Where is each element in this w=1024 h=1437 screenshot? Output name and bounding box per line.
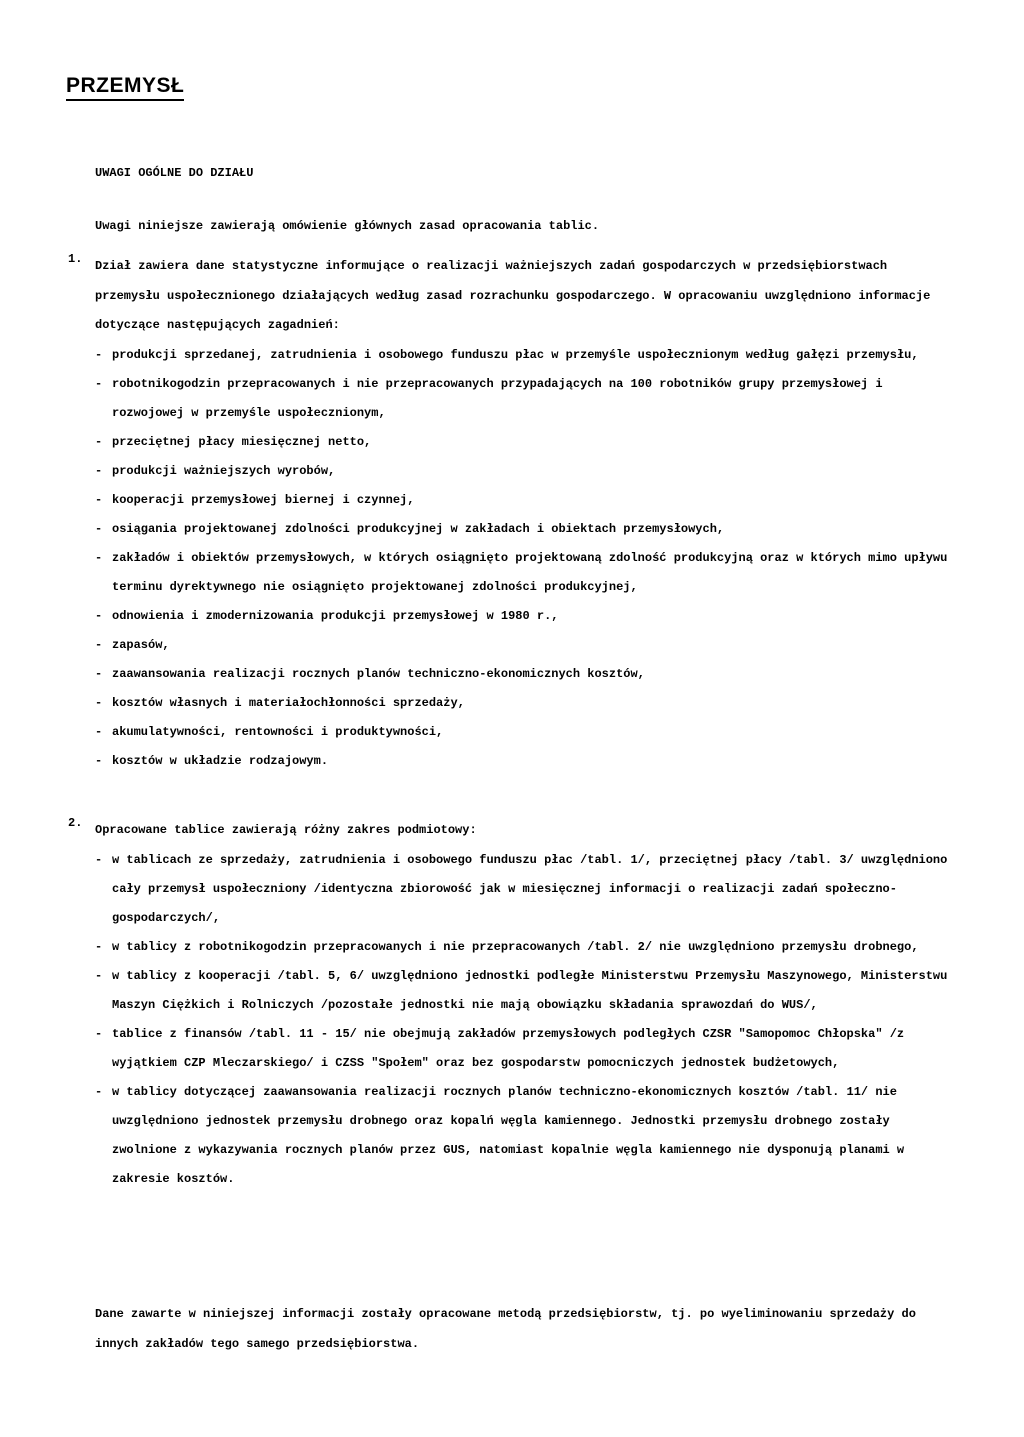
closing-paragraph: Dane zawarte w niniejszej informacji zostały opracowane metodą przedsiębiorstw, tj. po wyeliminowaniu sprzedaży do innych zakładów tego samego przedsiębiorstwa. (95, 1307, 916, 1351)
list-item: - produkcji ważniejszych wyrobów, (95, 457, 958, 486)
point-2-number: 2. (68, 816, 83, 830)
list-item: - kosztów własnych i materiałochłonności sprzedaży, (95, 689, 958, 718)
intro-paragraph: Uwagi niniejsze zawierają omówienie głównych zasad opracowania tablic. (95, 219, 600, 233)
chapter-title: PRZEMYSŁ (66, 74, 184, 101)
point-1-number: 1. (68, 252, 83, 266)
list-item: - odnowienia i zmodernizowania produkcji przemysłowej w 1980 r., (95, 602, 958, 631)
list-item: - kosztów w układzie rodzajowym. (95, 747, 958, 776)
point-2 (68, 816, 958, 1194)
list-item: - w tablicy dotyczącej zaawansowania realizacji rocznych planów techniczno-ekonomicznych kosztów /tabl. 11/ nie uwzględniono jednostek przemysłu drobnego oraz kopalń węgla kamiennego. Jednostki przemysłu drobnego zostały zwolnione z wykazywania rocznych planów przez GUS, natomiast kopalnie węgla kamiennego nie dysponują planami w zakresie kosztów. (95, 1078, 958, 1194)
list-item: - tablice z finansów /tabl. 11 - 15/ nie obejmują zakładów przemysłowych podległych CZSR "Samopomoc Chłopska" /z wyjątkiem CZP Mleczarskiego/ i CZSS "Społem" oraz bez gospodarstw pomocniczych jednostek budżetowych, (95, 1020, 958, 1078)
list-item: - zapasów, (95, 631, 958, 660)
list-item: - w tablicach ze sprzedaży, zatrudnienia i osobowego funduszu płac /tabl. 1/, przeciętnej płacy /tabl. 3/ uwzględniono cały przemysł uspołeczniony /identyczna zbiorowość jak w miesięcznej informacji o realizacji zadań społeczno-gospodarczych/, (95, 846, 958, 933)
list-item: - produkcji sprzedanej, zatrudnienia i osobowego funduszu płac w przemyśle uspołecznionym według gałęzi przemysłu, (95, 341, 958, 370)
point-2-text: Opracowane tablice zawierają różny zakres podmiotowy: (95, 823, 477, 837)
point-1 (68, 252, 958, 776)
list-item: - przeciętnej płacy miesięcznej netto, (95, 428, 958, 457)
list-item: - zakładów i obiektów przemysłowych, w których osiągnięto projektowaną zdolność produkcyjną oraz w których mimo upływu terminu dyrektywnego nie osiągnięto projektowanej zdolności produkcyjnej, (95, 544, 958, 602)
list-item: - zaawansowania realizacji rocznych planów techniczno-ekonomicznych kosztów, (95, 660, 958, 689)
section-title: UWAGI OGÓLNE DO DZIAŁU (95, 166, 254, 180)
point-1-text: Dział zawiera dane statystyczne informujące o realizacji ważniejszych zadań gospodarczych w przedsiębiorstwach przemysłu uspołecznionego działających według zasad rozrachunku gospodarczego. W opracowaniu uwzględniono informacje dotyczące następujących zagadnień: (95, 259, 931, 332)
list-item: - kooperacji przemysłowej biernej i czynnej, (95, 486, 958, 515)
list-item: - w tablicy z robotnikogodzin przepracowanych i nie przepracowanych /tabl. 2/ nie uwzględniono przemysłu drobnego, (95, 933, 958, 962)
list-item: - osiągania projektowanej zdolności produkcyjnej w zakładach i obiektach przemysłowych, (95, 515, 958, 544)
list-item: - w tablicy z kooperacji /tabl. 5, 6/ uwzględniono jednostki podległe Ministerstwu Przemysłu Maszynowego, Ministerstwu Maszyn Ciężkich i Rolniczych /pozostałe jednostki nie mają obowiązku składania sprawozdań do WUS/, (95, 962, 958, 1020)
list-item: - akumulatywności, rentowności i produktywności, (95, 718, 958, 747)
list-item: - robotnikogodzin przepracowanych i nie przepracowanych przypadających na 100 robotników grupy przemysłowej i rozwojowej w przemyśle uspołecznionym, (95, 370, 958, 428)
